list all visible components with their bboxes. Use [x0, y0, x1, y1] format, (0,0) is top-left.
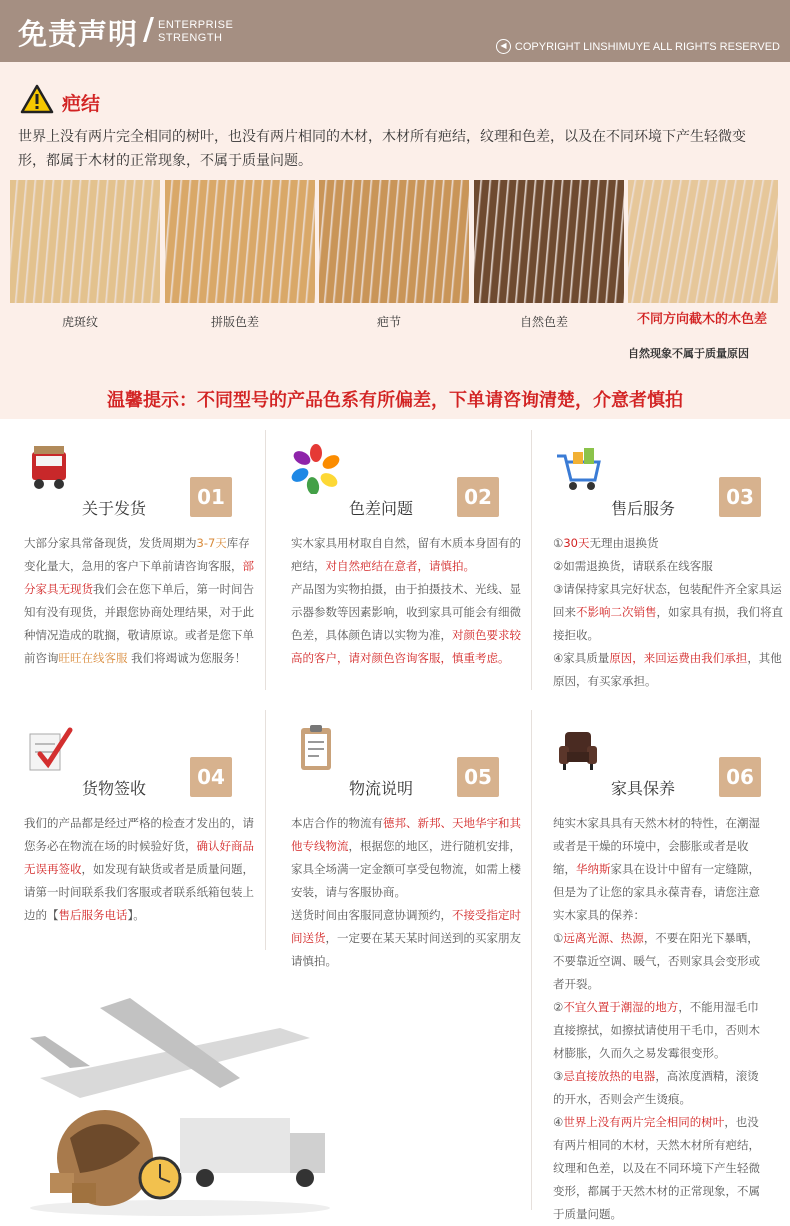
text-run: 我们的产品都是经过严格的检查才发出的，请您务必在物流在场的时候验好货， — [24, 816, 254, 853]
cell-title: 色差问题 — [349, 499, 414, 518]
divider — [531, 710, 532, 1210]
armchair-icon — [553, 724, 603, 774]
swatch-label: 虎斑纹 — [61, 315, 98, 329]
text-run: 确认好商品无误再签收 — [24, 839, 254, 876]
text-run: 实木家具用材取自自然，留有木质本身固有的疤结， — [291, 536, 521, 573]
text-run: ④家具质量 — [553, 651, 610, 665]
color-wheel-icon — [291, 444, 341, 494]
text-run: 世界上没有两片完全相同的树叶 — [563, 1115, 725, 1129]
text-run: ，也没有两片相同的木材，天然木材所有疤结，纹理和色差，以及在不同环境下产生轻微变形，都属于天然木材的正常现象，不属于质量问题。 — [553, 1115, 760, 1221]
swatch-label: 疤节 — [376, 315, 401, 329]
text-run: 旺旺在线客服 — [58, 651, 128, 665]
text-run: 送货时间由客服同意协调预约， — [291, 908, 452, 922]
copyright — [496, 39, 780, 54]
receipt-text — [24, 812, 259, 927]
text-run: ② — [553, 1000, 564, 1014]
text-run: 我们会在您下单后，第一时间告知有没有现货，并跟您协商处理结果，对于此种情况造成的耽搁，敬请原谅。或者是您下单前咨询 — [24, 582, 254, 665]
cell-number: 04 — [190, 757, 232, 797]
text-run: ，不要在阳光下暴晒，不要靠近空调、暖气，否则家具会变形或者开裂。 — [553, 931, 760, 991]
text-run: 3-7天 — [196, 536, 227, 550]
divider — [265, 710, 266, 950]
text-run: ① — [553, 931, 564, 945]
cell-number: 01 — [190, 477, 232, 517]
text-run: ②如需退换货，请联系在线客服 — [553, 559, 713, 573]
warm-tip: 温馨提示：不同型号的产品色系有所偏差，下单请咨询清楚，介意者慎拍 — [107, 390, 683, 411]
checklist-icon — [24, 724, 74, 774]
cell-title: 家具保养 — [611, 779, 676, 798]
title-english-line2: STRENGTH — [158, 32, 223, 44]
text-run: 大部分家具常备现货，发货周期为 — [24, 536, 197, 550]
title-slash: / — [143, 12, 154, 47]
copyright-text: COPYRIGHT LINSHIMUYE ALL RIGHTS RESERVED — [514, 40, 780, 53]
text-run: 华纳斯 — [576, 862, 611, 876]
text-run: 售后服务电话 — [58, 908, 128, 922]
defect-title: 疤结 — [62, 93, 101, 115]
after-sales-text — [553, 532, 788, 693]
cell-number: 02 — [457, 477, 499, 517]
text-run: 家具在设计中留有一定缝隙，但是为了让您的家具永葆青春，请您注意实木家具的保养： — [553, 862, 760, 922]
defect-intro: 世界上没有两片完全相同的树叶，也没有两片相同的木材，木材所有疤结，纹理和色差，以及在不同环境下产生轻微变形，都属于木材的正常现象，不属于质量问题。 — [18, 129, 746, 169]
logistics-text — [291, 812, 526, 973]
cell-title: 货物签收 — [82, 779, 147, 798]
cell-number: 06 — [719, 757, 761, 797]
divider — [265, 430, 266, 690]
shipping-text — [24, 532, 259, 670]
cell-title: 物流说明 — [349, 779, 414, 798]
text-run: 我们将竭诚为您服务！ — [127, 651, 247, 665]
wood-swatch — [474, 180, 624, 303]
text-run: 忌直接放热的电器 — [563, 1069, 656, 1083]
defects-section — [0, 62, 790, 419]
wood-swatch — [319, 180, 469, 303]
text-run: ，一定要在某天某时间送到的买家朋友请慎拍。 — [291, 931, 521, 968]
text-run: 产品图为实物拍摄，由于拍摄技术、光线、显示器参数等因素影响，收到家具可能会有细微色差，具体颜色请以实物为准， — [291, 582, 521, 642]
text-run: 纯实木家具具有天然木材的特性，在潮湿或者是干燥的环境中，会膨胀或者是收缩， — [553, 816, 760, 876]
text-run: 不接受指定时间送货 — [291, 908, 521, 945]
text-run: ，不能用湿毛巾直接擦拭，如擦拭请使用干毛巾，否则木材膨胀，久而久之易发霉很变形。 — [553, 1000, 760, 1060]
text-run: ，如发现有缺货或者是质量问题，请第一时间联系我们客服或者联系纸箱包装上边的【 — [24, 862, 254, 922]
text-run: ，高浓度酒精，滚烫的开水，否则会产生烫痕。 — [553, 1069, 759, 1106]
page-title: 免责声明 — [18, 17, 139, 51]
page-header — [0, 0, 790, 62]
color-diff-text — [291, 532, 526, 670]
text-run: ① — [553, 536, 564, 550]
swatch-label: 拼版色差 — [210, 315, 259, 329]
cell-title: 售后服务 — [611, 499, 676, 518]
text-run: 无理由退换货 — [589, 536, 659, 550]
title-english — [158, 19, 233, 45]
clipboard-icon — [291, 724, 341, 774]
text-run: 对自然疤结在意者，请慎拍。 — [325, 559, 475, 573]
divider — [531, 430, 532, 690]
text-run: ，其他原因，有买家承担。 — [553, 651, 782, 688]
cell-number: 03 — [719, 477, 761, 517]
maintenance-text — [553, 812, 768, 1226]
natural-note: 自然现象不属于质量原因 — [628, 347, 749, 360]
cell-number: 05 — [457, 757, 499, 797]
text-run: ④ — [553, 1115, 564, 1129]
wood-swatch — [10, 180, 160, 303]
warning-icon — [20, 84, 54, 114]
text-run: ③请保持家具完好状态，包装配件齐全家具运回来 — [553, 582, 782, 619]
text-run: 库存变化量大，急用的客户下单前请咨询客服， — [24, 536, 250, 573]
title-english-line1: ENTERPRISE — [158, 19, 234, 31]
text-run: 原因，来回运费由我们承担 — [609, 651, 748, 665]
text-run: 30天 — [563, 536, 590, 550]
text-run: 】。 — [127, 908, 145, 922]
cell-title: 关于发货 — [82, 499, 147, 518]
text-run: 本店合作的物流有 — [291, 816, 383, 830]
truck-icon — [24, 444, 74, 494]
swatch-label: 不同方向截木的木色差 — [636, 312, 767, 327]
swatch-label: 自然色差 — [519, 315, 568, 329]
text-run: ③ — [553, 1069, 564, 1083]
text-run: 远离光源、热源 — [563, 931, 644, 945]
text-run: 部分家具无现货 — [24, 559, 254, 596]
text-run: ，如家具有损，我们将直接拒收。 — [553, 605, 783, 642]
logistics-illustration — [10, 968, 340, 1218]
wood-swatch — [165, 180, 315, 303]
text-run: 不影响二次销售 — [576, 605, 657, 619]
text-run: 德邦、新邦、天地华宇和其他专线物流 — [291, 816, 521, 853]
text-run: 不宜久置于潮湿的地方 — [563, 1000, 679, 1014]
wood-swatch — [628, 180, 778, 303]
text-run: 对颜色要求较高的客户，请对颜色咨询客服，慎重考虑。 — [291, 628, 521, 665]
shopping-cart-icon — [553, 444, 603, 494]
text-run: ，根据您的地区，进行随机安排，家具全场满一定金额可享受包物流，如需上楼安装，请与客服协商。 — [291, 839, 521, 899]
back-arrow-icon: ◀ — [496, 39, 511, 54]
